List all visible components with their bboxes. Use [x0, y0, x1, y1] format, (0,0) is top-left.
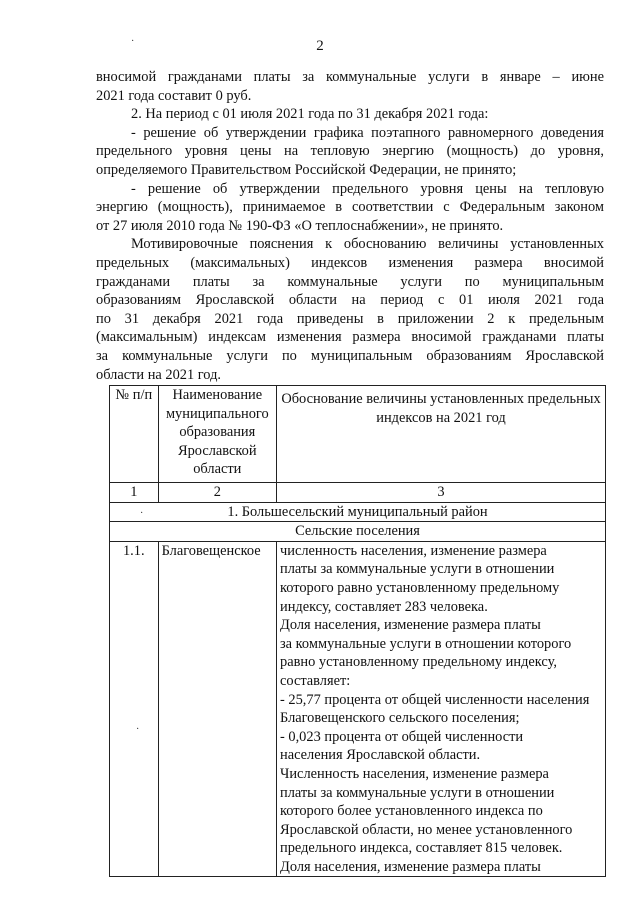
justification-line: Доля населения, изменение размера платы [280, 617, 541, 634]
section-row [110, 502, 606, 522]
body-text [96, 68, 604, 384]
column-numbers-row [110, 483, 606, 503]
header-cell-justification: Обоснование величины установленных предельных индексов на 2021 год [277, 386, 606, 483]
justification-line: - 0,023 процента от общей численности [280, 728, 524, 745]
column-number-cell: 3 [277, 483, 606, 503]
justification-line: Доля населения, изменение размера платы [280, 858, 541, 875]
paragraph-line: по 31 декабря 2021 года приведены в приложении 2 к предельным [96, 310, 604, 327]
paragraph-line: гражданами платы за коммунальные услуги по муниципальным [96, 273, 604, 290]
scan-dot: · [140, 508, 144, 519]
paragraph-line: - решение об утверждении предельного уровня цены на тепловую [131, 180, 604, 197]
subsection-title: Сельские поселения [110, 522, 606, 542]
scan-dot: · [131, 36, 135, 47]
column-number-cell: 2 [158, 483, 276, 503]
header-cell-number: № п/п [110, 386, 159, 483]
paragraph-line: 2. На период с 01 июля 2021 года по 31 декабря 2021 года: [131, 106, 489, 123]
paragraph-line: от 27 июля 2010 года № 190-ФЗ «О теплоснабжении», не принято. [96, 217, 504, 234]
justification-line: Благовещенского сельского поселения; [280, 710, 520, 727]
indices-table [109, 385, 606, 877]
scan-dot: · [136, 724, 140, 735]
justification-line: численность населения, изменение размера [280, 542, 547, 559]
justification-line: индексу, составляет 283 человека. [280, 598, 488, 615]
paragraph-line: определяемого Правительством Российской Федерации, не принято; [96, 161, 517, 178]
paragraph-line: - решение об утверждении графика поэтапного равномерного доведения [131, 124, 604, 141]
paragraph-line: (максимальным) индексам изменения размера вносимой гражданами платы [96, 329, 604, 346]
justification-line: Ярославской области, но менее установленного [280, 821, 573, 838]
table-header-row [110, 386, 606, 483]
paragraph-line: образованиям Ярославской области на период с 01 июля 2021 года [96, 292, 604, 309]
paragraph-line: энергию (мощность), принимаемое в соответствии с Федеральным законом [96, 199, 604, 216]
justification-line: платы за коммунальные услуги в отношении [280, 561, 555, 578]
row-number: 1.1. [110, 541, 159, 877]
paragraph-line: предельного уровня цены на тепловую энергию (мощность) до уровня, [96, 143, 604, 160]
paragraph-line: вносимой гражданами платы за коммунальные услуги в январе – июне [96, 69, 604, 85]
justification-line: - 25,77 процента от общей численности населения [280, 691, 590, 708]
paragraph-line: за коммунальные услуги по муниципальным образованиям Ярославской [96, 347, 604, 364]
justification-line: Численность населения, изменение размера [280, 765, 549, 782]
justification-line: составляет: [280, 672, 351, 689]
justification-line: предельного индекса, составляет 815 человек. [280, 840, 563, 857]
justification-line: равно установленному предельному индексу, [280, 654, 557, 671]
justification-line: платы за коммунальные услуги в отношении [280, 784, 555, 801]
row-justification [277, 541, 606, 877]
header-cell-municipality: Наименование муниципального образования Ярославской области [158, 386, 276, 483]
justification-line: за коммунальные услуги в отношении которого [280, 635, 572, 652]
paragraph-line: области на 2021 год. [96, 366, 222, 383]
justification-line: которого более установленного индекса по [280, 803, 543, 820]
section-title: 1. Большесельский муниципальный район [110, 502, 606, 522]
paragraph-line: Мотивировочные пояснения к обоснованию величины установленных [131, 236, 604, 253]
row-municipality-name: Благовещенское [158, 541, 276, 877]
page-number: 2 [316, 38, 324, 54]
table-row [110, 541, 606, 877]
justification-line: населения Ярославской области. [280, 747, 481, 764]
paragraph-line: 2021 года составит 0 руб. [96, 87, 252, 104]
paragraph-line: предельных (максимальных) индексов изменения размера вносимой [96, 254, 604, 271]
subsection-row [110, 522, 606, 542]
column-number-cell: 1 [110, 483, 159, 503]
justification-line: которого равно установленному предельному [280, 579, 560, 596]
